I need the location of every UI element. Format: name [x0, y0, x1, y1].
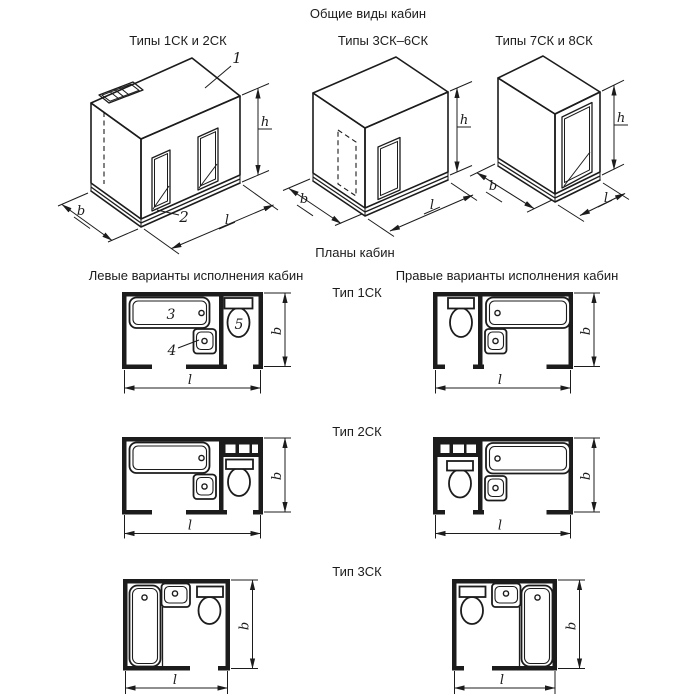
dim-label-b: b [270, 326, 285, 336]
wall-right [259, 292, 264, 369]
wall-left [122, 292, 127, 369]
plans-title: Планы кабин [315, 245, 395, 260]
iso1-title: Типы 1СК и 2СК [129, 33, 227, 48]
wall-left [433, 437, 438, 515]
washbasin [485, 329, 507, 354]
wall-bottom-segment [547, 365, 574, 370]
wall-bottom-segment [122, 510, 152, 515]
dim-label-b: b [579, 471, 594, 481]
dim-label-l: l [172, 673, 178, 688]
bathtub [522, 586, 553, 667]
washbasin [194, 475, 217, 500]
washbasin [492, 584, 521, 608]
plan-type-2sk-right [433, 437, 600, 539]
dim-label-b: b [76, 204, 86, 219]
toilet [226, 460, 253, 497]
bathtub [130, 586, 161, 667]
door-opening-left [152, 150, 170, 211]
dim-label-l: l [224, 213, 230, 228]
dim-label-l: l [499, 673, 505, 688]
dim-label-b: b [579, 326, 594, 336]
left-variants-title: Левые варианты исполнения кабин [88, 268, 304, 283]
wall-top [433, 292, 573, 297]
wall-left [123, 579, 128, 671]
cabin-roof [498, 56, 600, 114]
wall-bottom-segment [122, 365, 152, 370]
cabin-left-face [313, 93, 365, 208]
callout-4-label: 4 [167, 343, 177, 359]
dim-label-b: b [237, 621, 253, 631]
wall-left [452, 579, 457, 671]
dim-label-l: l [429, 198, 435, 213]
washbasin [162, 584, 191, 608]
type-1sk-title: Тип 1СК [332, 285, 382, 300]
hidden-door-opening [338, 130, 356, 196]
callout-3-label: 3 [166, 307, 176, 323]
iso-view-types-3sk-6sk [283, 57, 477, 237]
wall-top [122, 292, 263, 297]
plan-type-1sk-left [122, 292, 291, 394]
dim-label-l: l [497, 373, 503, 388]
dim-line-b [62, 205, 112, 241]
wall-bottom-segment [547, 510, 574, 515]
plan-type-1sk-right [433, 292, 600, 394]
general-views-title: Общие виды кабин [309, 6, 427, 21]
cabin-roof [313, 57, 448, 128]
washbasin [485, 476, 507, 501]
callout-1-leader [205, 66, 231, 88]
dim-label-l: l [187, 373, 193, 388]
wall-partition [219, 292, 224, 369]
plan-type-3sk-left [123, 579, 258, 694]
door-opening [378, 138, 400, 200]
plan-type-3sk-right [452, 579, 585, 694]
dim-label-b: b [270, 471, 285, 481]
iso-view-types-1sk-2sk [58, 49, 278, 254]
dim-label-h: h [260, 115, 270, 130]
dim-label-b: b [564, 621, 580, 631]
right-variants-title: Правые варианты исполнения кабин [395, 268, 619, 283]
wall-right [259, 437, 264, 515]
wall-partition [478, 437, 483, 515]
dim-label-h: h [459, 113, 469, 128]
cabin-left-face [498, 78, 555, 194]
wall-bottom-segment [253, 510, 263, 515]
dim-label-b: b [299, 192, 309, 207]
cabin-left-face [91, 103, 141, 219]
iso2-title: Типы 3СК–6СК [337, 33, 429, 48]
wall-bottom-segment [186, 510, 227, 515]
dim-label-l: l [497, 518, 503, 534]
dim-label-b: b [488, 179, 498, 194]
wall-bottom-segment [218, 666, 230, 671]
dim-line-b [477, 173, 534, 209]
wall-bottom-segment [452, 666, 464, 671]
wall-bottom-segment [433, 510, 445, 515]
wall-left [433, 292, 438, 369]
wall-top [122, 437, 263, 442]
type-3sk-title: Тип 3СК [332, 564, 382, 579]
wall-bottom-segment [123, 666, 190, 671]
cabin-roof [91, 58, 240, 139]
toilet [448, 298, 474, 337]
bathtub [486, 298, 570, 329]
dim-label-h: h [616, 111, 626, 126]
bathtub [486, 443, 570, 474]
vent-block [438, 442, 479, 458]
dim-label-l: l [603, 191, 609, 206]
door-opening-right [198, 128, 218, 190]
callout-1-label: 1 [232, 49, 242, 67]
door-opening [562, 103, 592, 189]
wall-top [433, 437, 573, 442]
dim-label-l: l [187, 518, 193, 534]
wall-bottom-segment [186, 365, 227, 370]
wall-left [122, 437, 127, 515]
roof-vent-grille-icon [99, 82, 143, 103]
bathtub [130, 443, 210, 474]
wall-right [226, 579, 231, 671]
toilet [460, 587, 486, 625]
vent-block [219, 442, 259, 458]
wall-bottom-segment [473, 365, 484, 370]
toilet [197, 587, 223, 625]
callout-5-label: 5 [234, 317, 244, 333]
wall-partition [478, 292, 483, 369]
plan-type-2sk-left [122, 437, 291, 539]
toilet [447, 461, 473, 498]
wall-bottom-segment [433, 365, 445, 370]
callout-2-label: 2 [179, 208, 189, 226]
type-2sk-title: Тип 2СК [332, 424, 382, 439]
iso-view-types-7sk-8sk [470, 56, 629, 222]
iso3-title: Типы 7СК и 8СК [495, 33, 593, 48]
wall-bottom-segment [473, 510, 484, 515]
wall-bottom-segment [253, 365, 263, 370]
